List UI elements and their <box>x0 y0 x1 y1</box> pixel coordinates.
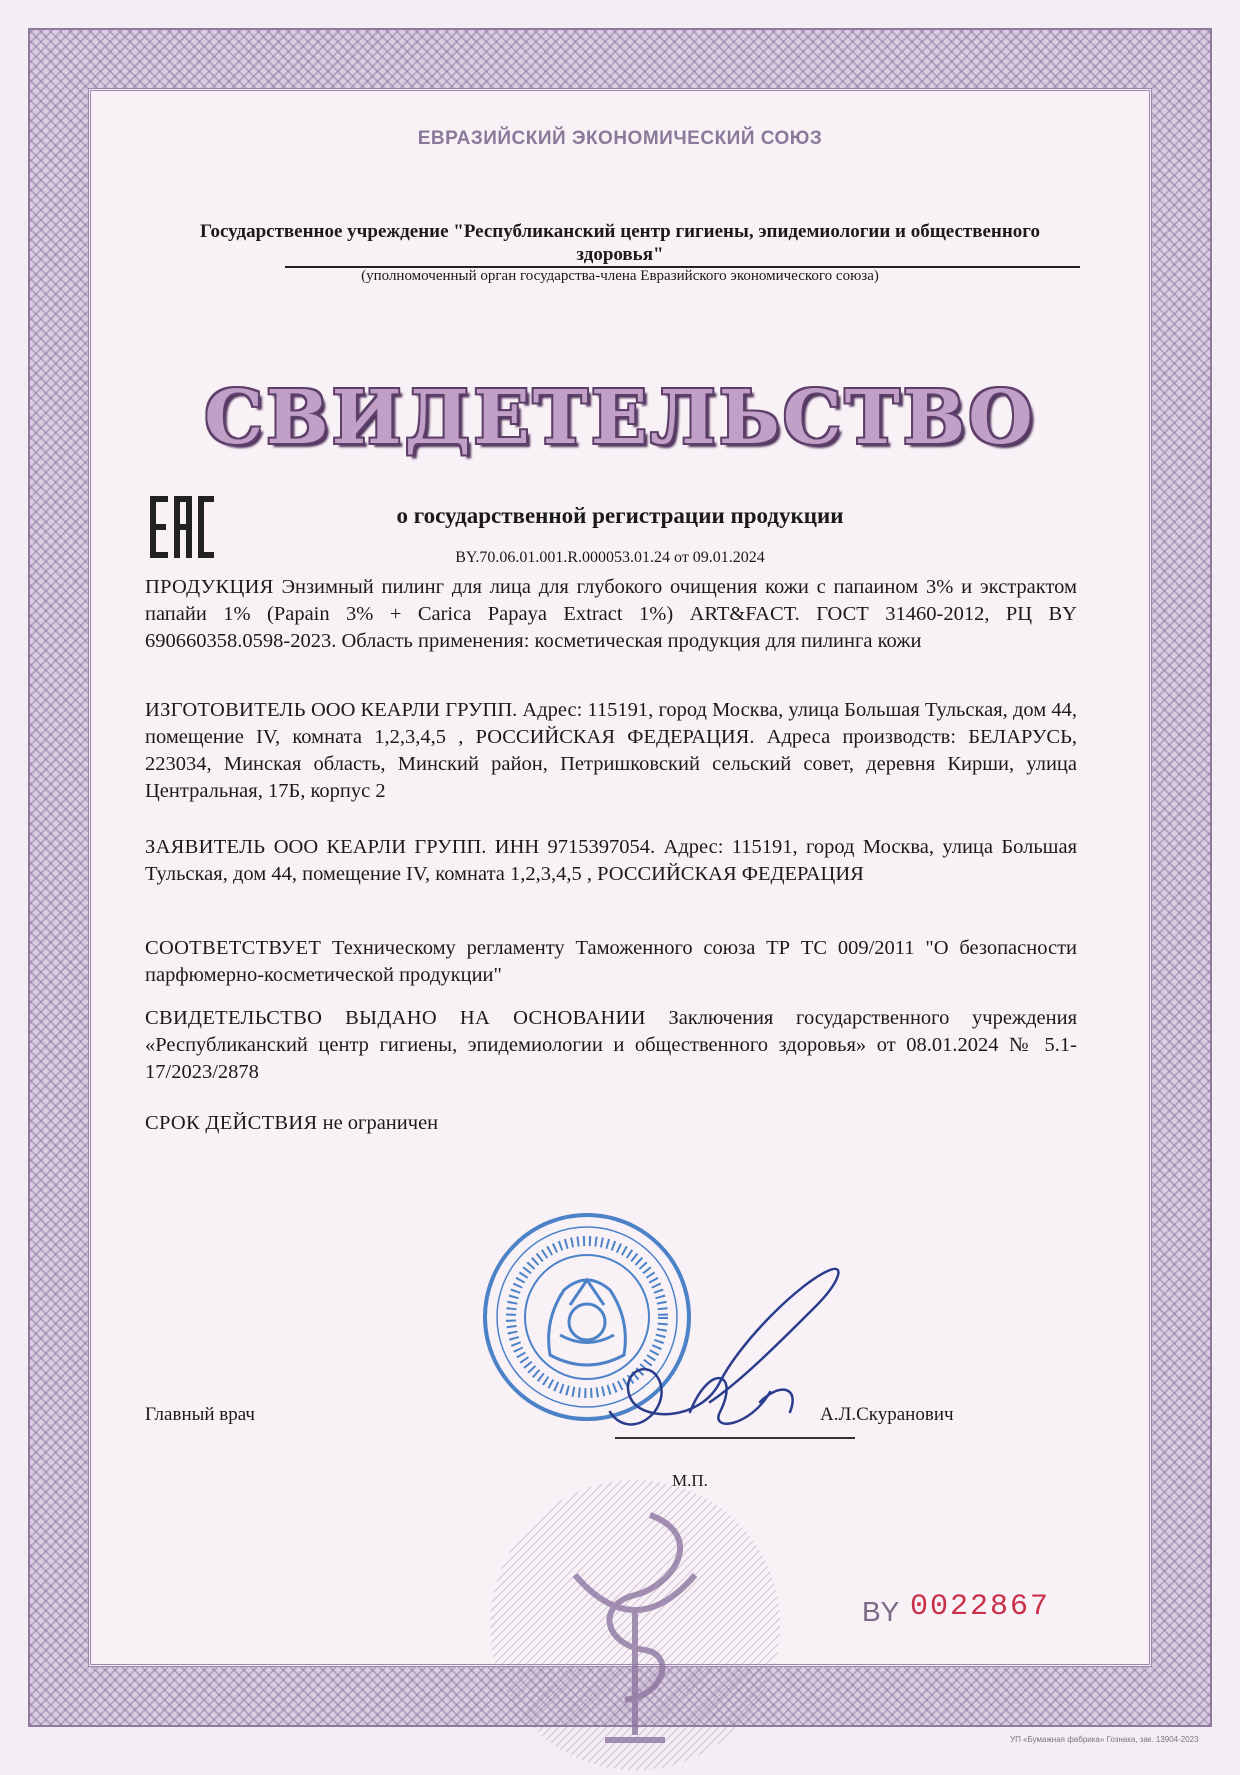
stamp-place-label: М.П. <box>672 1471 708 1490</box>
manufacturer-text: ООО КЕАРЛИ ГРУПП. Адрес: 115191, город Москва, улица Большая Тульская, дом 44, помещение IV, комната 1,2,3,4,5 , РОССИЙСКАЯ ФЕДЕРАЦИЯ. Адреса производств: БЕЛАРУСЬ, 223034, Минская область, Минский район, Петришковский сельский совет, деревня Кирши, улица Центральная, 17Б, корпус 2 <box>145 699 1077 802</box>
validity-label: СРОК ДЕЙСТВИЯ <box>145 1112 318 1134</box>
eac-mark-icon <box>150 496 214 558</box>
compliance-label: СООТВЕТСТВУЕТ <box>145 937 322 959</box>
compliance-section <box>145 935 1077 989</box>
manufacturer-label: ИЗГОТОВИТЕЛЬ <box>145 699 306 721</box>
bowl-of-hygieia-icon <box>475 1475 795 1775</box>
basis-text: Заключения государственного учреждения «Республиканский центр гигиены, эпидемиологии и общественного здоровья» от 08.01.2024 № 5.1-17/2023/2878 <box>145 1007 1077 1083</box>
compliance-text: Техническому регламенту Таможенного союза ТР ТС 009/2011 "О безопасности парфюмерно-косметической продукции" <box>145 937 1078 986</box>
signatory-name: А.Л.Скуранович <box>820 1404 954 1425</box>
manufacturer-section <box>145 697 1077 805</box>
validity-section <box>145 1110 1077 1137</box>
applicant-text: ООО КЕАРЛИ ГРУПП. ИНН 9715397054. Адрес: 115191, город Москва, улица Большая Тульская, дом 44, помещение IV, комната 1,2,3,4,5 , РОССИЙСКАЯ ФЕДЕРАЦИЯ <box>145 836 1077 885</box>
certificate-title: СВИДЕТЕЛЬСТВО <box>204 375 1036 461</box>
product-text: Энзимный пилинг для лица для глубокого очищения кожи с папаином 3% и экстрактом папайи 1% (Papain 3% + Carica Papaya Extract 1%) ART&FACT. ГОСТ 31460-2012, РЦ BY 690660358.0598-2023. Область применения: косметическая продукция для пилинга кожи <box>145 576 1077 652</box>
issuing-organization: Государственное учреждение "Республиканский центр гигиены, эпидемиологии и общественного здоровья" <box>200 221 1040 265</box>
certificate-subtitle: о государственной регистрации продукции <box>396 503 844 528</box>
printer-footer: УП «Бумажная фабрика» Гознака, зак. 13904-2023 <box>1010 1735 1199 1744</box>
registration-number: BY.70.06.01.001.R.000053.01.24 от 09.01.2024 <box>455 549 765 566</box>
blank-series: BY <box>862 1596 900 1627</box>
organization-note: (уполномоченный орган государства-члена Евразийского экономического союза) <box>361 268 879 284</box>
blank-number: 0022867 <box>910 1590 1051 1624</box>
basis-section <box>145 1005 1077 1086</box>
product-section <box>145 574 1077 655</box>
union-heading: ЕВРАЗИЙСКИЙ ЭКОНОМИЧЕСКИЙ СОЮЗ <box>417 128 823 149</box>
applicant-label: ЗАЯВИТЕЛЬ <box>145 836 266 858</box>
signatory-role: Главный врач <box>145 1404 255 1425</box>
product-label: ПРОДУКЦИЯ <box>145 576 274 598</box>
validity-text: не ограничен <box>322 1112 439 1134</box>
applicant-section <box>145 834 1077 888</box>
signature-line <box>615 1437 855 1439</box>
basis-label: СВИДЕТЕЛЬСТВО ВЫДАНО НА ОСНОВАНИИ <box>145 1007 646 1029</box>
